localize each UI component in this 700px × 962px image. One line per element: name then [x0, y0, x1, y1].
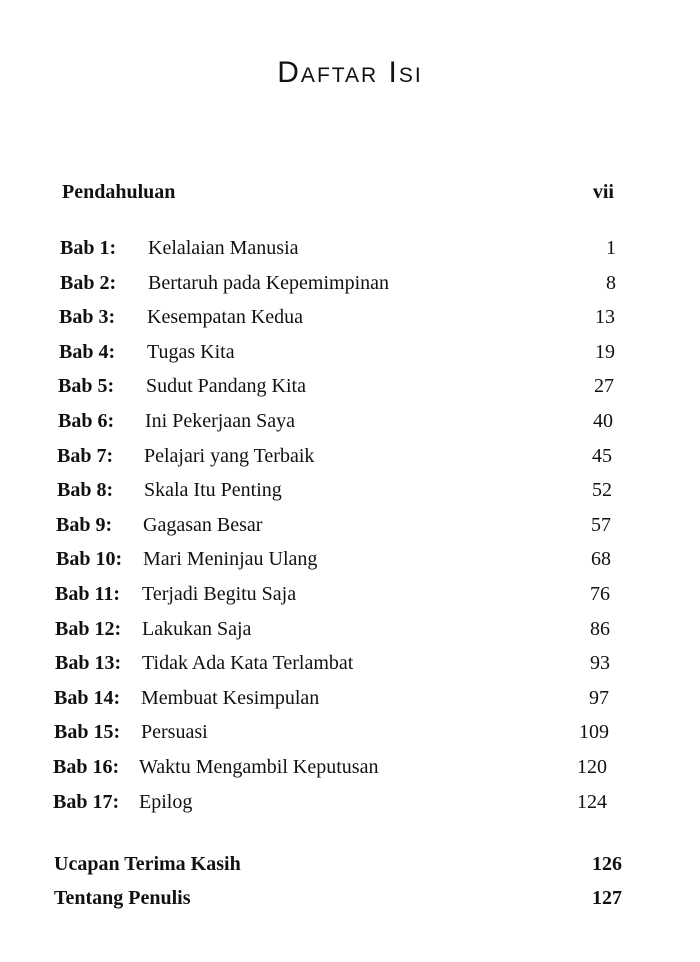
chapter-label: Bab 11: — [55, 583, 121, 605]
chapter-row — [60, 234, 616, 262]
chapter-row — [54, 684, 609, 712]
chapter-page: 40 — [593, 410, 613, 432]
chapter-page: 97 — [589, 687, 609, 709]
chapter-title: Terjadi Begitu Saja — [142, 583, 297, 605]
chapter-title: Skala Itu Penting — [144, 479, 282, 501]
chapter-page: 27 — [594, 375, 614, 397]
chapter-label: Bab 9: — [56, 514, 113, 536]
back-matter-row — [54, 850, 622, 878]
chapter-title: Lakukan Saja — [142, 618, 252, 640]
chapter-page: 124 — [577, 791, 607, 813]
chapter-title: Sudut Pandang Kita — [146, 375, 306, 397]
chapter-page: 109 — [579, 721, 609, 743]
chapter-title: Kelalaian Manusia — [148, 237, 299, 259]
chapter-title: Kesempatan Kedua — [147, 306, 304, 328]
chapter-title: Ini Pekerjaan Saya — [145, 410, 295, 432]
chapter-label: Bab 1: — [60, 237, 117, 259]
chapter-page: 93 — [590, 652, 610, 674]
chapter-label: Bab 8: — [57, 479, 114, 501]
chapter-label: Bab 10: — [56, 548, 123, 570]
chapter-row — [58, 407, 613, 435]
chapter-page: 52 — [592, 479, 612, 501]
back-matter-page: 126 — [592, 853, 622, 875]
chapter-page: 1 — [606, 237, 616, 259]
intro-page: vii — [592, 181, 614, 203]
chapter-label: Bab 12: — [55, 618, 122, 640]
chapter-label: Bab 2: — [60, 272, 117, 294]
chapter-row — [54, 718, 609, 746]
chapter-row — [55, 580, 610, 608]
chapter-title: Tugas Kita — [147, 341, 235, 363]
chapter-row — [57, 442, 612, 470]
chapter-row — [56, 511, 611, 539]
chapter-label: Bab 13: — [55, 652, 122, 674]
chapter-page: 86 — [590, 618, 610, 640]
chapter-title: Epilog — [139, 791, 193, 813]
chapter-label: Bab 17: — [53, 791, 120, 813]
chapter-title: Bertaruh pada Kepemimpinan — [148, 272, 390, 294]
back-matter-label: Ucapan Terima Kasih — [54, 853, 241, 875]
chapter-title: Membuat Kesimpulan — [141, 687, 320, 709]
chapter-label: Bab 3: — [59, 306, 116, 328]
chapter-page: 120 — [577, 756, 607, 778]
chapter-title: Tidak Ada Kata Terlambat — [142, 652, 354, 674]
chapter-row — [59, 303, 615, 331]
chapter-row — [53, 788, 607, 816]
chapter-row — [59, 338, 615, 366]
chapter-label: Bab 7: — [57, 445, 114, 467]
chapter-row — [57, 476, 612, 504]
chapter-title: Waktu Mengambil Keputusan — [139, 756, 379, 778]
chapter-row — [55, 649, 610, 677]
chapter-label: Bab 16: — [53, 756, 120, 778]
chapter-row — [55, 615, 610, 643]
back-matter-label: Tentang Penulis — [54, 887, 191, 909]
chapter-page: 13 — [595, 306, 615, 328]
chapter-row — [60, 269, 616, 297]
chapter-page: 8 — [606, 272, 616, 294]
chapter-row — [56, 545, 611, 573]
chapter-label: Bab 14: — [54, 687, 121, 709]
chapter-page: 76 — [590, 583, 610, 605]
chapter-title: Mari Meninjau Ulang — [143, 548, 318, 570]
chapter-label: Bab 15: — [54, 721, 121, 743]
chapter-label: Bab 6: — [58, 410, 115, 432]
chapter-row — [53, 753, 607, 781]
chapter-page: 57 — [591, 514, 611, 536]
chapter-title: Gagasan Besar — [143, 514, 263, 536]
back-matter-page: 127 — [592, 887, 622, 909]
page-title: Daftar Isi — [277, 56, 423, 89]
chapter-title: Pelajari yang Terbaik — [144, 445, 315, 467]
intro-label: Pendahuluan — [62, 181, 176, 203]
chapter-page: 19 — [595, 341, 615, 363]
chapter-page: 45 — [592, 445, 612, 467]
intro-row — [62, 178, 614, 206]
chapter-label: Bab 4: — [59, 341, 116, 363]
chapter-title: Persuasi — [141, 721, 208, 743]
back-matter-row — [54, 884, 622, 912]
chapter-label: Bab 5: — [58, 375, 115, 397]
chapter-page: 68 — [591, 548, 611, 570]
chapter-row — [58, 372, 614, 400]
